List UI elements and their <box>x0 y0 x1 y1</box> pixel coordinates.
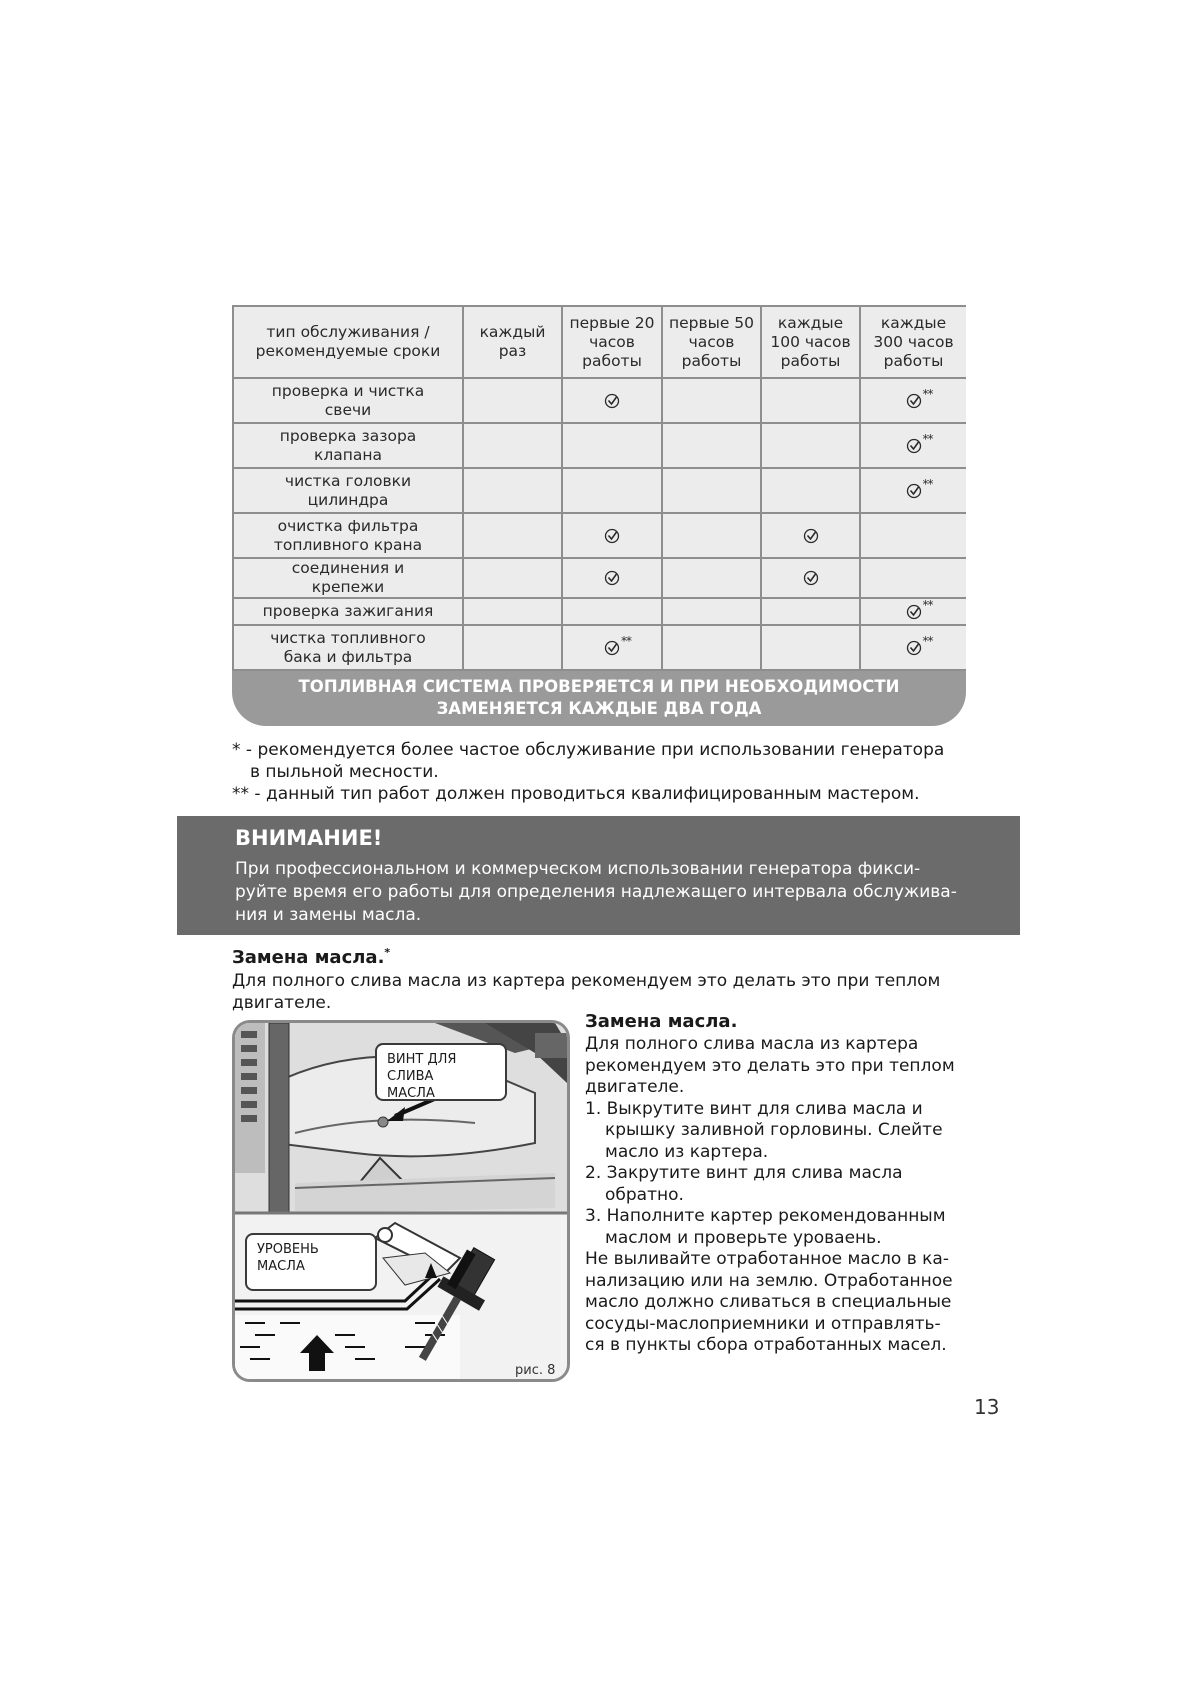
table-cell <box>662 625 761 670</box>
oil-change-figure <box>232 1020 570 1382</box>
table-cell <box>761 598 860 625</box>
step-line: 2. Закрутите винт для слива масла <box>585 1163 903 1183</box>
check-icon <box>906 386 933 409</box>
intro-line: двигателе. <box>585 1077 685 1097</box>
table-row-label: чистка топливного бака и фильтра <box>233 625 463 670</box>
oil-change-heading-star: * <box>384 946 391 959</box>
table-cell <box>562 468 662 513</box>
callout-line: ВИНТ ДЛЯ СЛИВА <box>387 1052 457 1084</box>
disposal-warning <box>585 1249 985 1357</box>
table-cell <box>562 423 662 468</box>
table-cell <box>761 513 860 558</box>
check-icon <box>906 633 933 656</box>
footnote-one-star-cont: в пыльной месности. <box>250 762 439 782</box>
warning-line: нализацию или на землю. Отработанное <box>585 1270 953 1291</box>
table-cell <box>562 513 662 558</box>
intro-line: Для полного слива масла из картера <box>585 1034 919 1054</box>
table-cell <box>662 378 761 423</box>
table-cell <box>463 468 562 513</box>
page-number: 13 <box>974 1395 1000 1419</box>
table-row-label: проверка зазора клапана <box>233 423 463 468</box>
table-cell <box>463 625 562 670</box>
double-star-mark: ** <box>922 633 933 648</box>
table-cell <box>860 423 966 468</box>
check-icon <box>906 597 933 620</box>
table-row-label: чистка головки цилиндра <box>233 468 463 513</box>
drain-screw-callout <box>375 1043 507 1101</box>
fuel-system-banner <box>232 669 966 726</box>
instructions-intro <box>585 1034 985 1099</box>
check-icon <box>906 431 933 454</box>
step-line: маслом и проверьте уроваень. <box>605 1227 882 1248</box>
table-row <box>233 423 966 468</box>
table-cell <box>463 598 562 625</box>
warning-line: сосуды-маслоприемники и отправлять- <box>585 1313 941 1334</box>
warning-line: ся в пункты сбора отработанных масел. <box>585 1335 947 1355</box>
warning-line: Не выливайте отработанное масло в ка- <box>585 1249 949 1269</box>
intro-line: рекомендуем это делать это при теплом <box>585 1055 955 1076</box>
table-row <box>233 625 966 670</box>
step-2 <box>585 1163 985 1206</box>
attention-box <box>177 816 1020 935</box>
table-cell <box>761 558 860 598</box>
double-star-mark: ** <box>922 386 933 401</box>
step-line: 1. Выкрутите винт для слива масла и <box>585 1098 923 1119</box>
table-cell <box>860 468 966 513</box>
check-icon <box>803 528 819 544</box>
attention-line: ния и замены масла. <box>235 905 422 925</box>
oil-change-heading <box>232 946 390 968</box>
oil-intro-line: двигателе. <box>232 993 332 1013</box>
table-row <box>233 513 966 558</box>
double-star-mark: ** <box>922 476 933 491</box>
footnote-one-star: * - рекомендуется более частое обслуживание при использовании генератора <box>232 740 945 760</box>
table-row <box>233 468 966 513</box>
table-cell <box>562 598 662 625</box>
table-cell <box>463 558 562 598</box>
check-icon <box>604 393 620 409</box>
table-cell <box>662 423 761 468</box>
double-star-mark: ** <box>621 633 631 648</box>
check-icon <box>604 570 620 586</box>
table-header-cell: каждые 100 часов работы <box>761 306 860 378</box>
check-icon <box>803 570 819 586</box>
table-header-cell: тип обслуживания / рекомендуемые сроки <box>233 306 463 378</box>
check-icon <box>604 633 631 656</box>
table-row-label: проверка и чистка свечи <box>233 378 463 423</box>
table-cell <box>463 378 562 423</box>
table-header-cell: первые 20 часов работы <box>562 306 662 378</box>
figure-caption: рис. 8 <box>515 1363 556 1378</box>
table-cell <box>662 468 761 513</box>
attention-title: ВНИМАНИЕ! <box>235 826 383 850</box>
banner-line: ТОПЛИВНАЯ СИСТЕМА ПРОВЕРЯЕТСЯ И ПРИ НЕОБХОДИМОСТИ <box>298 677 900 696</box>
table-row <box>233 378 966 423</box>
attention-text <box>235 858 995 927</box>
table-row-label: проверка зажигания <box>233 598 463 625</box>
maintenance-table <box>232 305 966 671</box>
oil-intro-line: Для полного слива масла из картера рекомендуем это делать это при теплом <box>232 971 941 991</box>
table-cell <box>562 558 662 598</box>
table-cell <box>860 558 966 598</box>
table-cell <box>761 468 860 513</box>
table-header-cell: первые 50 часов работы <box>662 306 761 378</box>
step-line: масло из картера. <box>605 1141 769 1162</box>
table-cell <box>662 558 761 598</box>
oil-intro-text <box>232 970 940 1014</box>
step-line: крышку заливной горловины. Слейте <box>605 1120 943 1140</box>
table-cell <box>562 378 662 423</box>
oil-change-instructions <box>585 1010 985 1357</box>
step-line: обратно. <box>605 1184 684 1205</box>
attention-line: руйте время его работы для определения надлежащего интервала обслужива- <box>235 882 957 902</box>
attention-line: При профессиональном и коммерческом использовании генератора фикси- <box>235 859 921 879</box>
warning-line: масло должно сливаться в специальные <box>585 1292 952 1312</box>
check-icon <box>906 476 933 499</box>
banner-line: ЗАМЕНЯЕТСЯ КАЖДЫЕ ДВА ГОДА <box>436 699 762 718</box>
table-cell <box>463 513 562 558</box>
footnote-two-star: ** - данный тип работ должен проводиться квалифицированным мастером. <box>232 784 920 804</box>
table-header-cell: каждый раз <box>463 306 562 378</box>
table-cell <box>860 378 966 423</box>
table-row-label: очистка фильтра топливного крана <box>233 513 463 558</box>
table-row-label: соединения и крепежи <box>233 558 463 598</box>
table-cell <box>761 423 860 468</box>
step-3 <box>585 1206 985 1249</box>
table-cell <box>761 378 860 423</box>
table-cell <box>463 423 562 468</box>
table-row <box>233 558 966 598</box>
table-cell <box>761 625 860 670</box>
table-cell <box>860 625 966 670</box>
table-cell <box>860 513 966 558</box>
table-cell <box>662 598 761 625</box>
instructions-title: Замена масла. <box>585 1011 738 1032</box>
table-cell <box>860 598 966 625</box>
callout-line: УРОВЕНЬ <box>257 1242 319 1257</box>
step-line: 3. Наполните картер рекомендованным <box>585 1206 946 1226</box>
double-star-mark: ** <box>922 597 933 612</box>
maintenance-table-panel <box>232 305 966 726</box>
oil-change-heading-text: Замена масла. <box>232 947 385 968</box>
check-icon <box>604 528 620 544</box>
double-star-mark: ** <box>922 431 933 446</box>
table-header-cell: каждые 300 часов работы <box>860 306 966 378</box>
table-cell <box>562 625 662 670</box>
callout-line: МАСЛА <box>387 1086 435 1101</box>
table-row <box>233 598 966 625</box>
callout-line: МАСЛА <box>257 1259 305 1274</box>
step-1 <box>585 1099 985 1164</box>
oil-level-callout <box>245 1233 377 1291</box>
table-cell <box>662 513 761 558</box>
